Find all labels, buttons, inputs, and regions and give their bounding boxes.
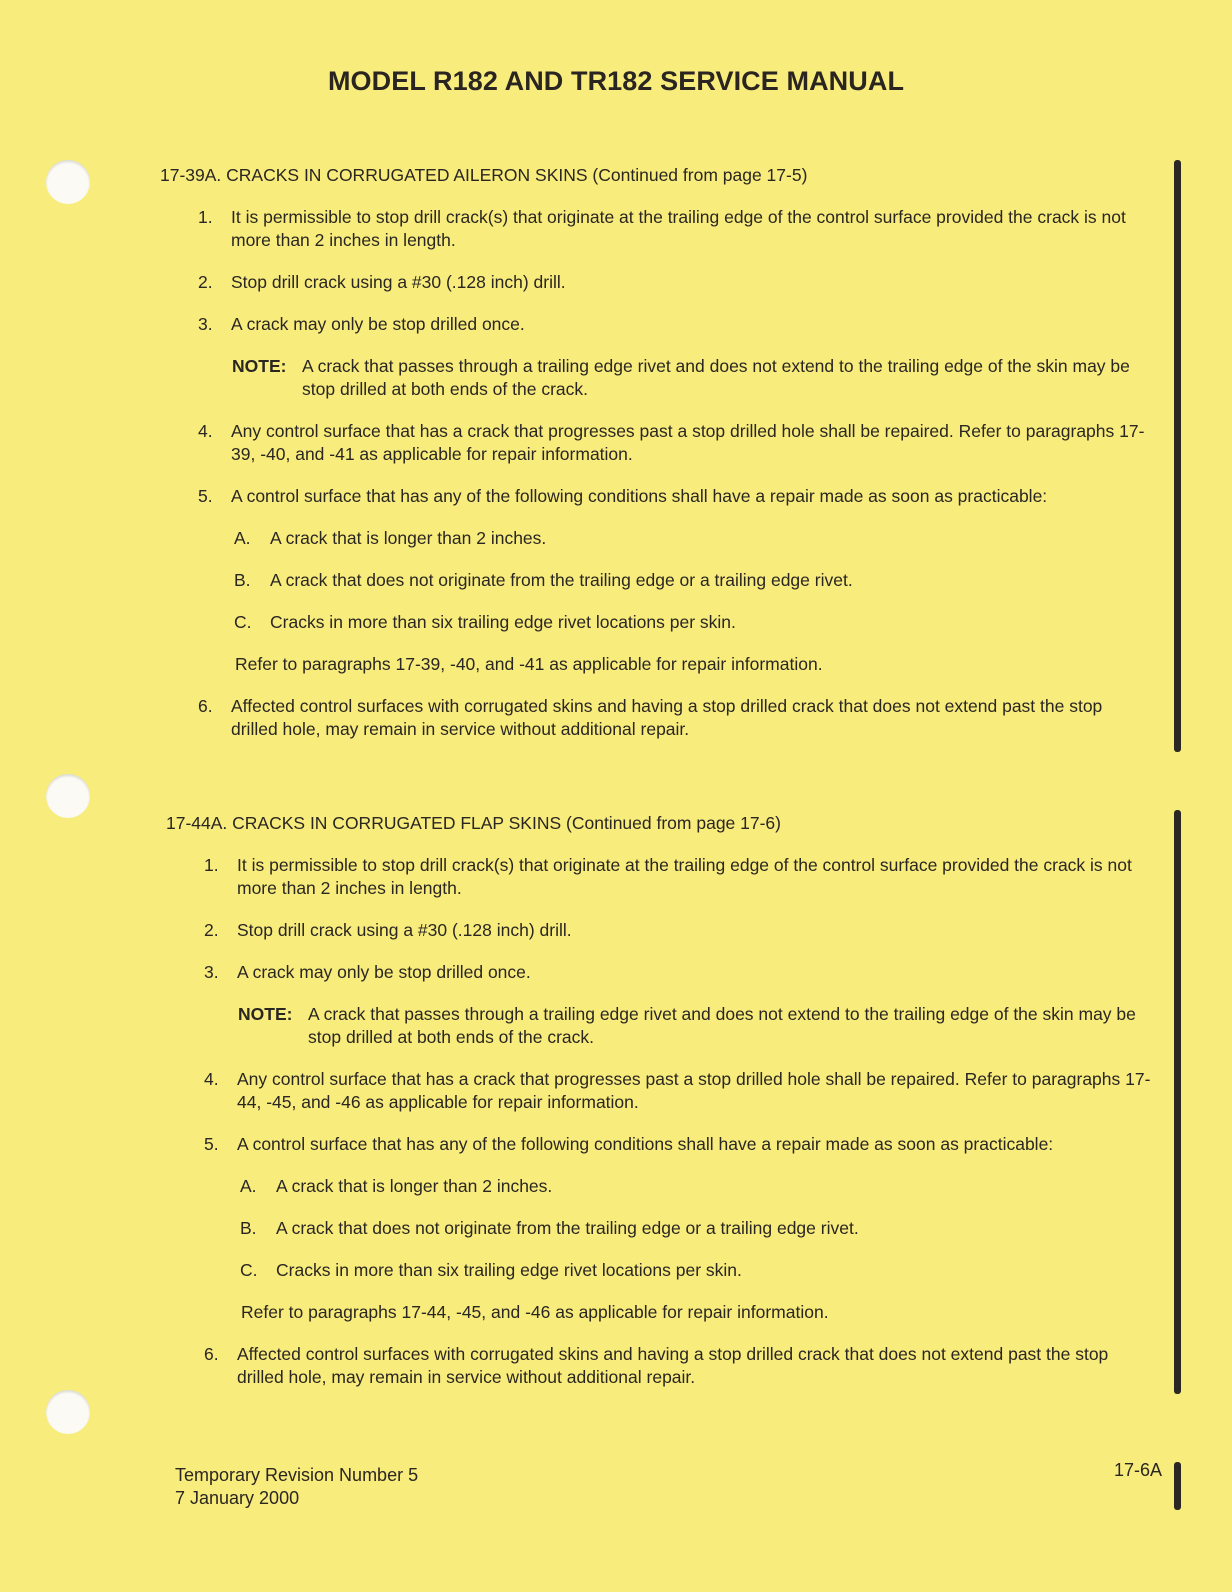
list-item xyxy=(166,854,1166,900)
item-text: A control surface that has any of the following conditions shall have a repair made as soon as practicable: xyxy=(237,1134,1054,1154)
note-label: NOTE: xyxy=(232,356,287,376)
binder-hole-middle xyxy=(46,774,90,818)
section-heading: 17-39A. CRACKS IN CORRUGATED AILERON SKINS (Continued from page 17-5) xyxy=(160,165,808,185)
reference-text: Refer to paragraphs 17-39, -40, and -41 as applicable for repair information. xyxy=(235,654,823,674)
note-label: NOTE: xyxy=(238,1004,293,1024)
sub-item-text: Cracks in more than six trailing edge rivet locations per skin. xyxy=(270,612,736,632)
note-text: A crack that passes through a trailing edge rivet and does not extend to the trailing edge of the skin may be stop drilled at both ends of the crack. xyxy=(308,1004,1136,1047)
sub-item-letter: A. xyxy=(234,528,251,548)
sub-list-item xyxy=(160,527,1160,550)
list-item xyxy=(166,919,1166,942)
item-number: 4. xyxy=(198,421,213,441)
list-item xyxy=(160,420,1160,466)
section-aileron-skins xyxy=(160,164,1160,760)
sub-item-text: A crack that is longer than 2 inches. xyxy=(276,1176,553,1196)
list-item xyxy=(160,271,1160,294)
binder-hole-bottom xyxy=(46,1390,90,1434)
sub-list-item xyxy=(160,569,1160,592)
item-text: Stop drill crack using a #30 (.128 inch) drill. xyxy=(231,272,566,292)
page-number: 17-6A xyxy=(1114,1460,1163,1480)
sub-item-letter: C. xyxy=(240,1260,258,1280)
sub-item-text: A crack that does not originate from the trailing edge or a trailing edge rivet. xyxy=(276,1218,859,1238)
binder-hole-top xyxy=(46,160,90,204)
section-heading: 17-44A. CRACKS IN CORRUGATED FLAP SKINS (Continued from page 17-6) xyxy=(166,813,781,833)
list-item xyxy=(160,206,1160,252)
item-number: 4. xyxy=(204,1069,219,1089)
note xyxy=(232,355,1132,401)
sub-item-text: A crack that does not originate from the trailing edge or a trailing edge rivet. xyxy=(270,570,853,590)
item-text: Stop drill crack using a #30 (.128 inch) drill. xyxy=(237,920,572,940)
item-number: 5. xyxy=(204,1134,219,1154)
item-text: It is permissible to stop drill crack(s) that originate at the trailing edge of the control surface provided the crack is not more than 2 inches in length. xyxy=(231,207,1126,250)
list-item xyxy=(160,313,1160,336)
item-number: 5. xyxy=(198,486,213,506)
item-number: 2. xyxy=(198,272,213,292)
page-title: MODEL R182 AND TR182 SERVICE MANUAL xyxy=(327,66,905,96)
item-text: A control surface that has any of the following conditions shall have a repair made as soon as practicable: xyxy=(231,486,1048,506)
list-item xyxy=(166,1133,1166,1156)
revision-label: Temporary Revision Number 5 xyxy=(175,1465,419,1485)
sub-item-text: A crack that is longer than 2 inches. xyxy=(270,528,547,548)
list-item xyxy=(166,961,1166,984)
change-bar xyxy=(1174,1462,1181,1510)
change-bar xyxy=(1174,810,1181,1394)
item-text: Any control surface that has a crack that progresses past a stop drilled hole shall be repaired. Refer to paragraphs 17-39, -40, and -41 as applicable for repair information. xyxy=(231,421,1145,464)
item-number: 1. xyxy=(204,855,219,875)
sub-item-letter: C. xyxy=(234,612,252,632)
list-item xyxy=(160,485,1160,508)
item-text: Affected control surfaces with corrugated skins and having a stop drilled crack that does not extend past the stop drilled hole, may remain in service without additional repair. xyxy=(237,1344,1109,1387)
item-text: A crack may only be stop drilled once. xyxy=(237,962,531,982)
item-text: Affected control surfaces with corrugated skins and having a stop drilled crack that does not extend past the stop drilled hole, may remain in service without additional repair. xyxy=(231,696,1103,739)
note xyxy=(238,1003,1138,1049)
item-number: 3. xyxy=(204,962,219,982)
item-text: It is permissible to stop drill crack(s) that originate at the trailing edge of the control surface provided the crack is not more than 2 inches in length. xyxy=(237,855,1132,898)
list-item xyxy=(166,1343,1166,1389)
item-text: A crack may only be stop drilled once. xyxy=(231,314,525,334)
change-bar xyxy=(1174,160,1181,752)
item-number: 1. xyxy=(198,207,213,227)
item-number: 3. xyxy=(198,314,213,334)
sub-item-letter: B. xyxy=(234,570,251,590)
section-flap-skins xyxy=(166,812,1166,1408)
item-number: 6. xyxy=(204,1344,219,1364)
sub-list-item xyxy=(166,1259,1166,1282)
sub-item-letter: B. xyxy=(240,1218,257,1238)
sub-item-text: Cracks in more than six trailing edge rivet locations per skin. xyxy=(276,1260,742,1280)
sub-list-item xyxy=(160,611,1160,634)
item-number: 6. xyxy=(198,696,213,716)
item-text: Any control surface that has a crack that progresses past a stop drilled hole shall be repaired. Refer to paragraphs 17-44, -45, and -46 as applicable for repair information. xyxy=(237,1069,1151,1112)
sub-item-letter: A. xyxy=(240,1176,257,1196)
reference-text: Refer to paragraphs 17-44, -45, and -46 as applicable for repair information. xyxy=(241,1302,829,1322)
revision-date: 7 January 2000 xyxy=(175,1488,300,1508)
footer-revision-block xyxy=(175,1464,418,1510)
item-number: 2. xyxy=(204,920,219,940)
sub-list-item xyxy=(166,1175,1166,1198)
sub-list-item xyxy=(166,1217,1166,1240)
list-item xyxy=(160,695,1160,741)
note-text: A crack that passes through a trailing edge rivet and does not extend to the trailing edge of the skin may be stop drilled at both ends of the crack. xyxy=(302,356,1130,399)
list-item xyxy=(166,1068,1166,1114)
